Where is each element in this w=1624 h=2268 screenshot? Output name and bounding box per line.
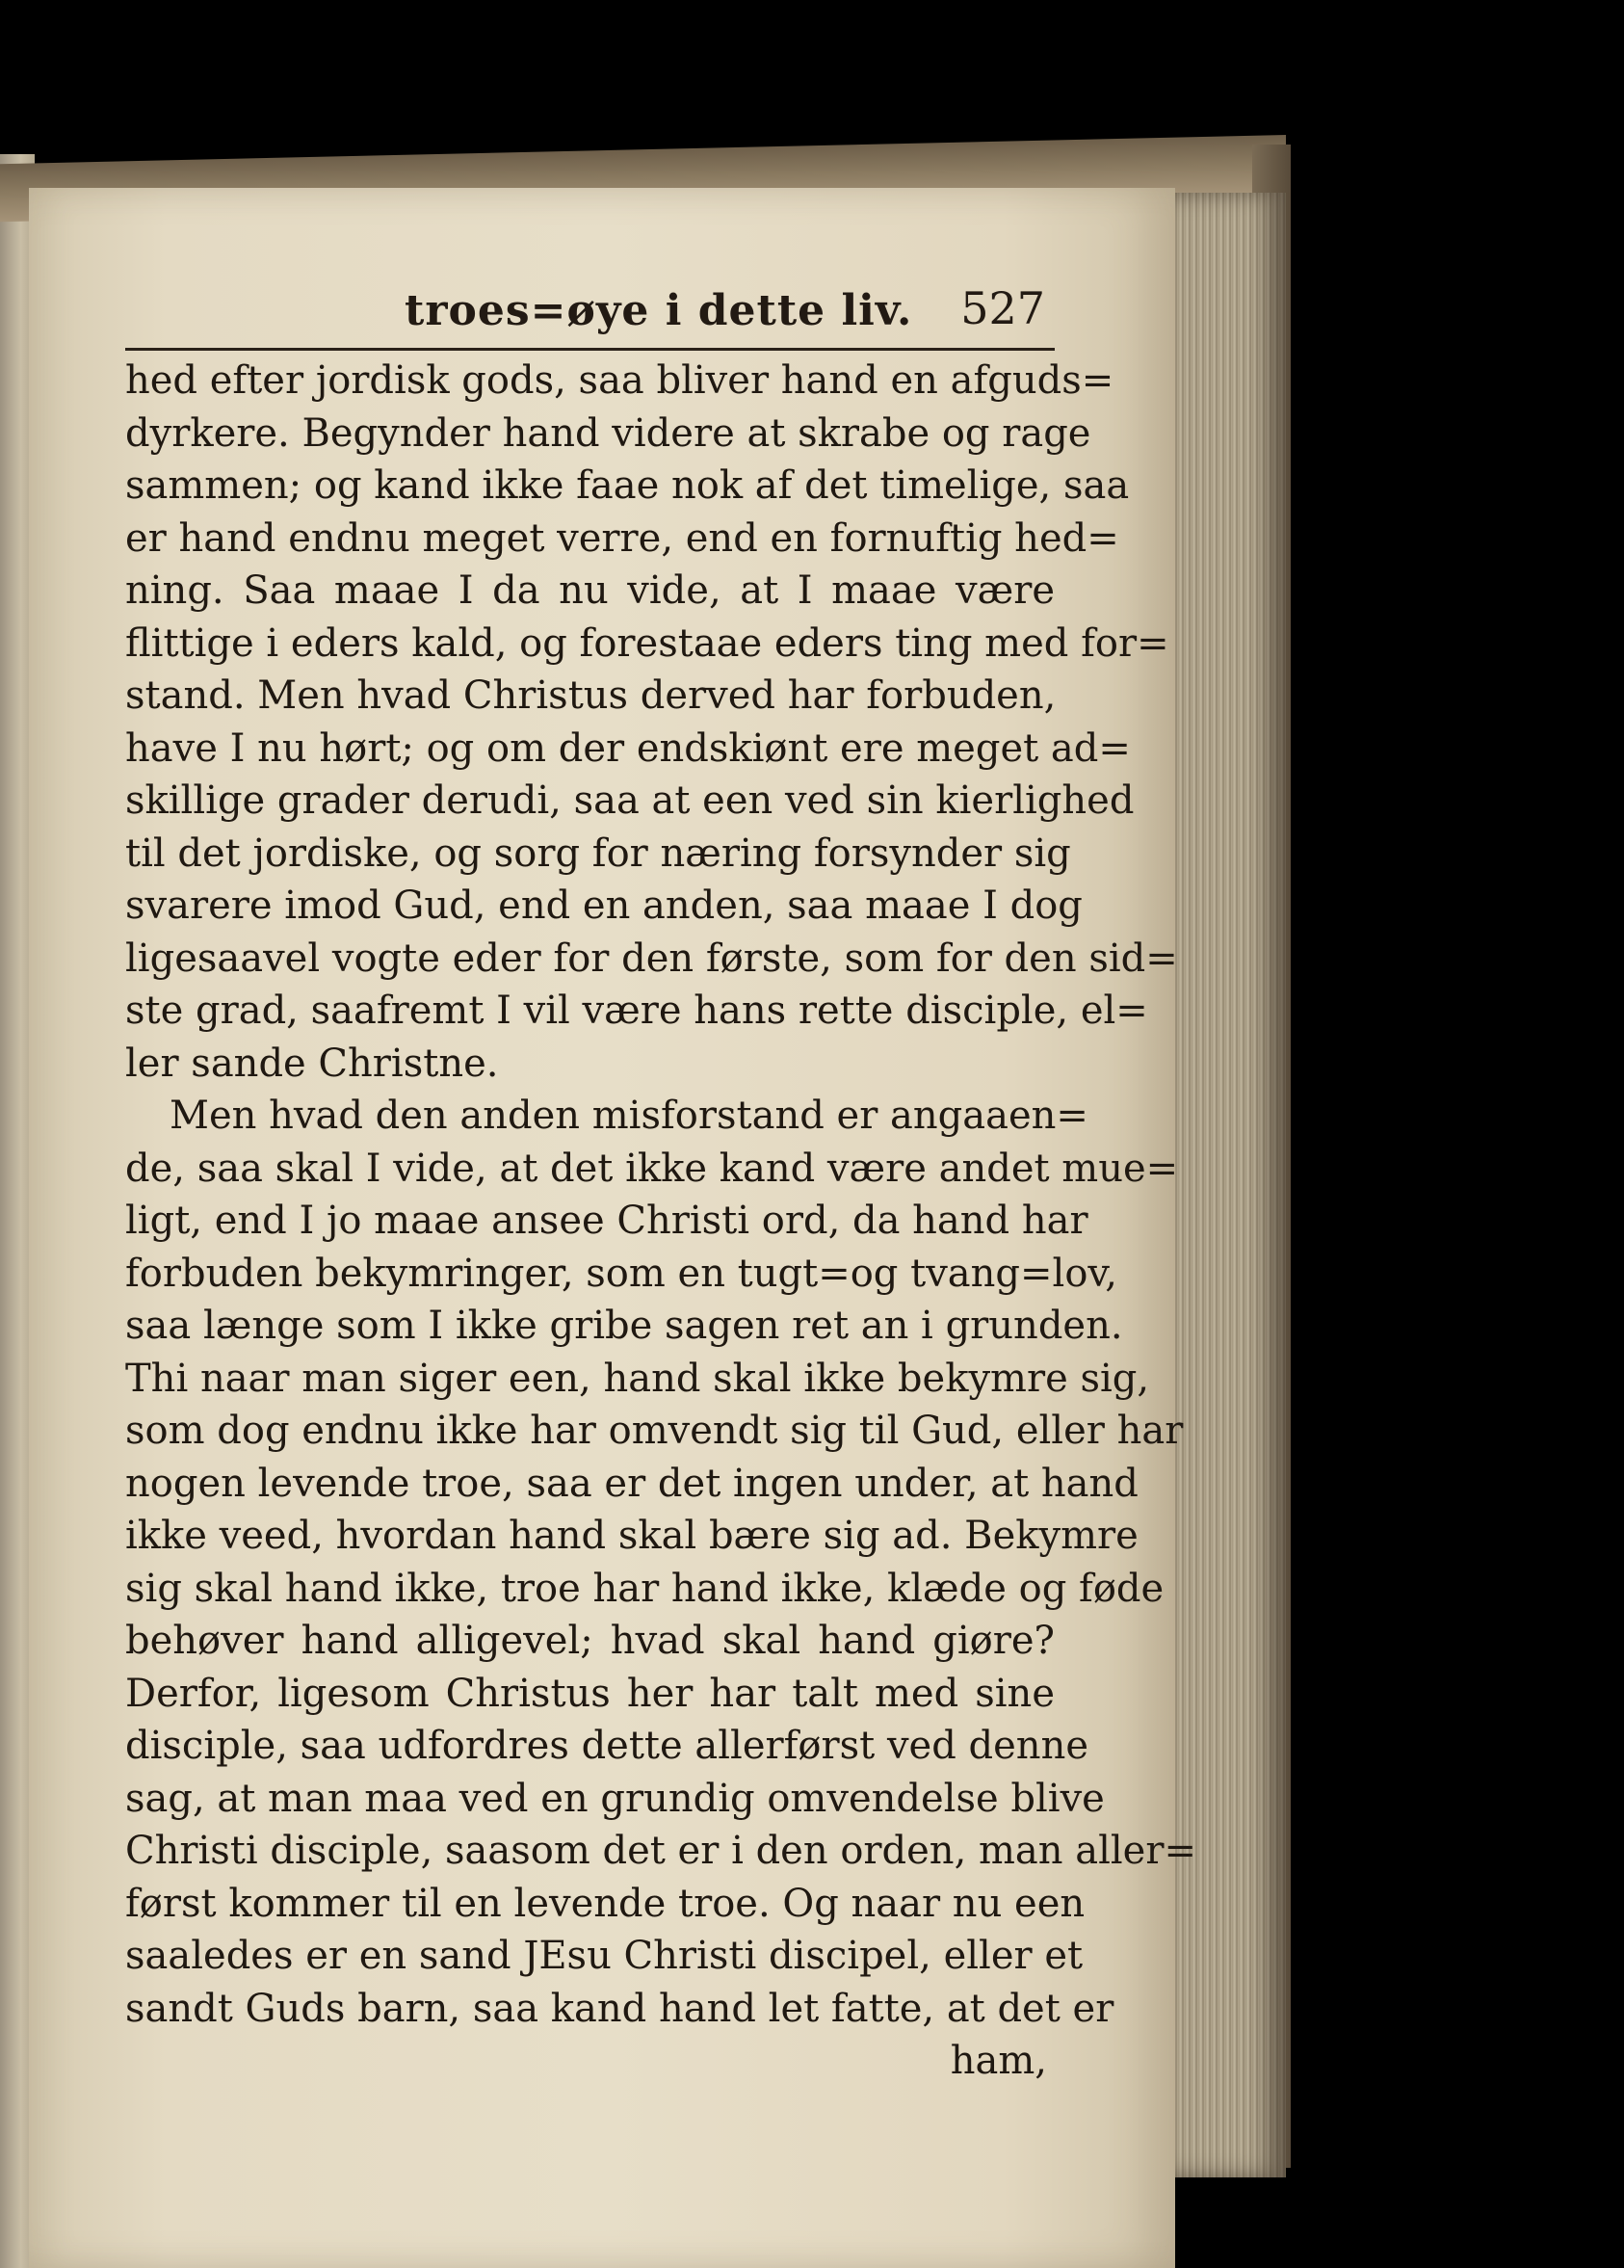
body-text (125, 355, 1196, 2088)
page-number: 527 (960, 282, 1045, 334)
text-line: flittige i eders kald, og forestaae eders ting med for= (125, 620, 1169, 666)
text-line: sandt Guds barn, saa kand hand let fatte, at det er (125, 1986, 1114, 2031)
book-page (29, 188, 1196, 2268)
text-line: først kommer til en levende troe. Og naar nu een (125, 1881, 1086, 1926)
text-line: skillige grader derudi, saa at een ved sin kierlighed (125, 778, 1135, 823)
text-line: sag, at man maa ved en grundig omvendelse blive (125, 1776, 1105, 1821)
text-line: ligt, end I jo maae ansee Christi ord, da hand har (125, 1199, 1088, 1243)
text-line: svarere imod Gud, end en anden, saa maae I dog (125, 883, 1083, 928)
text-line: saa længe som I ikke gribe sagen ret an i grunden. (125, 1304, 1123, 1348)
text-line: ligesaavel vogte eder for den første, som for den sid= (125, 936, 1178, 981)
text-line: Thi naar man siger een, hand skal ikke bekymre sig, (125, 1356, 1150, 1401)
text-line: til det jordiske, og sorg for næring forsynder sig (125, 831, 1071, 876)
text-line: stand. Men hvad Christus derved har forbuden, (125, 673, 1057, 718)
text-line: er hand endnu meget verre, end en fornuftig hed= (125, 515, 1119, 561)
text-line: ler sande Christne. (125, 1041, 499, 1086)
text-line: Derfor, ligesom Christus her har talt med sine (125, 1671, 1055, 1716)
text-line: ning. Saa maae I da nu vide, at I maae være (125, 568, 1055, 613)
paragraph-first-line: Men hvad den anden misforstand er angaaen= (170, 1094, 1088, 1138)
text-line: som dog endnu ikke har omvendt sig til Gud, eller har (125, 1409, 1184, 1453)
catchword: ham, (950, 2039, 1047, 2083)
text-line: de, saa skal I vide, at det ikke kand være andet mue= (125, 1146, 1179, 1191)
text-line: nogen levende troe, saa er det ingen under, at hand (125, 1461, 1139, 1506)
text-line: behøver hand alligevel; hvad skal hand giøre? (125, 1619, 1055, 1663)
text-line: saaledes er en sand JEsu Christi discipel, eller et (125, 1934, 1084, 1978)
text-line: Christi disciple, saasom det er i den orden, man aller= (125, 1829, 1196, 1873)
text-line: dyrkere. Begynder hand videre at skrabe og rage (125, 410, 1091, 456)
text-line: ste grad, saafremt I vil være hans rette disciple, el= (125, 989, 1148, 1033)
text-line: hed efter jordisk gods, saa bliver hand en afguds= (125, 358, 1114, 403)
text-line: sammen; og kand ikke faae nok af det timelige, saa (125, 463, 1130, 508)
text-line: forbuden bekymringer, som en tugt=og tvang=lov, (125, 1251, 1117, 1296)
text-block (125, 280, 1196, 2088)
text-line: ikke veed, hvordan hand skal bære sig ad. Bekymre (125, 1514, 1139, 1558)
text-line: have I nu hørt; og om der endskiønt ere meget ad= (125, 725, 1131, 771)
running-title: troes=øye i dette liv. (405, 286, 913, 335)
text-line: sig skal hand ikke, troe har hand ikke, klæde og føde (125, 1566, 1165, 1611)
text-line: disciple, saa udfordres dette allerførst ved denne (125, 1724, 1088, 1768)
page-header (125, 280, 1055, 351)
